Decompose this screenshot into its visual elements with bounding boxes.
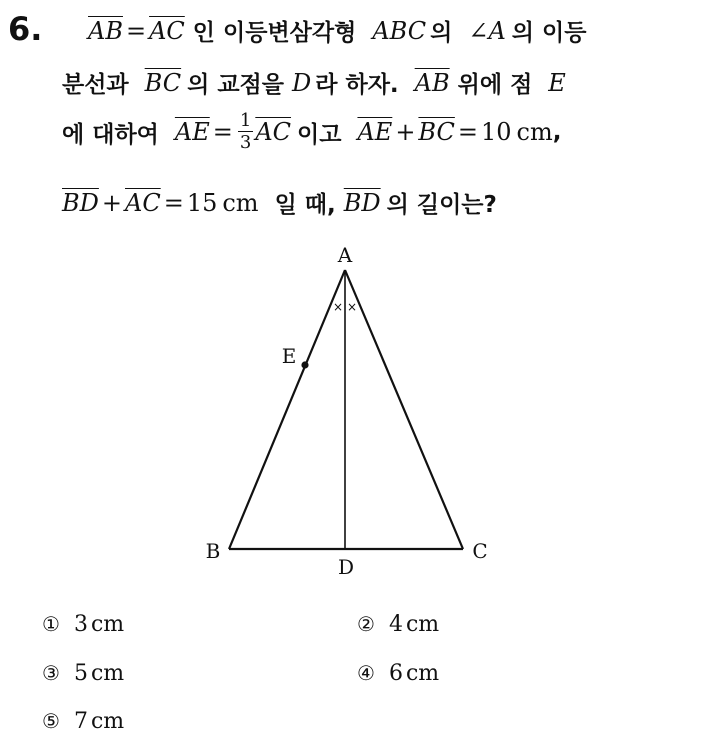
point-e: E: [548, 68, 566, 97]
segment-bc: $\overline{BC}$: [144, 68, 182, 97]
text-let: 라 하자.: [315, 72, 399, 98]
option-unit: cm: [90, 612, 125, 637]
option-value: 7: [73, 709, 88, 734]
angle-a: ∠A: [468, 16, 506, 45]
side-ac: [345, 270, 463, 549]
label-c: C: [472, 539, 488, 563]
option-marker: ②: [357, 612, 375, 636]
segment-bd: $\overline{BD}$: [62, 188, 99, 217]
label-e: E: [281, 344, 297, 368]
value-15: 15: [186, 188, 218, 217]
equals-sign: =: [125, 16, 147, 45]
angle-mark-left: ×: [332, 300, 344, 314]
option-marker: ③: [42, 661, 60, 685]
text-and: 이고: [297, 121, 342, 148]
text-point-on: 위에 점: [457, 72, 533, 98]
option-value: 4: [388, 612, 403, 637]
segment-ac-3: $\overline{AC}$: [125, 188, 161, 217]
text-regarding: 에 대하여: [62, 121, 159, 148]
option-unit: cm: [90, 661, 125, 686]
text-intersection: 의 교점을: [187, 72, 284, 98]
text-when: 일 때,: [274, 192, 336, 218]
label-b: B: [205, 539, 221, 563]
option-3[interactable]: [42, 661, 124, 686]
segment-bd-2: $\overline{BD}$: [343, 188, 381, 217]
plus-sign: +: [101, 188, 122, 217]
option-unit: cm: [405, 612, 440, 637]
equals-sign: =: [212, 118, 233, 146]
text-of: 의: [430, 20, 453, 46]
segment-ae-2: $\overline{AE}$: [357, 118, 393, 146]
triangle-abc: ABC: [372, 16, 427, 45]
option-4[interactable]: [357, 661, 439, 686]
option-marker: ①: [42, 612, 60, 636]
fraction-numerator: 1: [239, 110, 252, 131]
option-value: 6: [388, 661, 403, 686]
segment-ac-2: $\overline{AC}$: [255, 118, 292, 146]
option-5[interactable]: [42, 709, 124, 734]
question-number: 6.: [8, 10, 43, 48]
side-ab: [229, 270, 345, 549]
text-isosceles: 인 이등변삼각형: [192, 20, 357, 46]
point-d: D: [292, 68, 312, 97]
text-length-question: 의 길이는?: [386, 192, 497, 218]
segment-bc-2: $\overline{BC}$: [418, 118, 455, 146]
label-d: D: [337, 555, 355, 579]
option-value: 5: [73, 661, 88, 686]
point-e-dot: [301, 361, 308, 368]
label-a: A: [337, 243, 353, 267]
option-2[interactable]: [357, 612, 439, 637]
option-unit: cm: [90, 709, 125, 734]
segment-ac: $\overline{AC}$: [149, 16, 185, 45]
option-unit: cm: [405, 661, 440, 686]
unit-cm: cm: [222, 188, 259, 217]
segment-ab-2: $\overline{AB}$: [414, 68, 450, 97]
option-marker: ⑤: [42, 709, 60, 733]
option-marker: ④: [357, 661, 375, 685]
plus-sign: +: [395, 118, 416, 146]
unit-cm: cm: [516, 118, 553, 146]
text-bisector-end: 분선과: [62, 72, 129, 98]
equals-sign: =: [163, 188, 184, 217]
comma: ,: [552, 119, 562, 145]
value-10: 10: [480, 118, 512, 146]
fraction-denominator: 3: [239, 132, 252, 153]
equals-sign: =: [457, 118, 478, 146]
option-1[interactable]: [42, 612, 124, 637]
text-bisector-start: 의 이등: [511, 20, 587, 46]
angle-mark-right: ×: [346, 300, 358, 314]
option-value: 3: [73, 612, 88, 637]
segment-ae: $\overline{AE}$: [174, 118, 210, 146]
segment-ab: $\overline{AB}$: [88, 16, 123, 45]
